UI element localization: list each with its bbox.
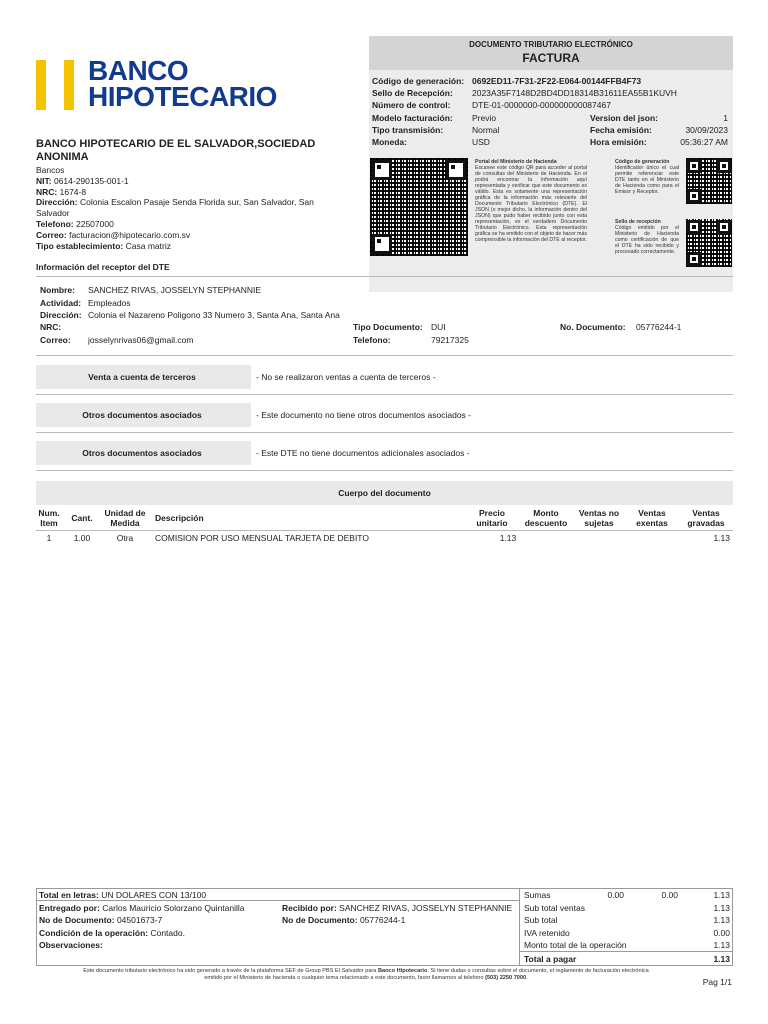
receptor-divider: [36, 276, 733, 277]
receptor-tipo-doc-label: Tipo Documento:: [353, 322, 423, 332]
qr-codigo-title: Código de generación: [615, 159, 670, 165]
qr-code-sello[interactable]: [686, 219, 732, 267]
sello-value: 2023A35F7148D2BD4DD18314B31611EA55B1KUVH: [472, 88, 677, 98]
totals-total-label: Total a pagar: [524, 954, 577, 964]
emitter-nit: NIT: 0614-290135-001-1: [36, 175, 129, 186]
cuerpo-title: Cuerpo del documento: [338, 488, 431, 498]
modelo-label: Modelo facturación:: [372, 113, 453, 123]
moneda-value: USD: [472, 137, 490, 147]
totals-sumas-a: 0.00: [607, 890, 624, 900]
receptor-actividad: Empleados: [88, 298, 131, 308]
receptor-tipo-doc: DUI: [431, 322, 446, 332]
col-desc-header: Descripción: [155, 513, 204, 523]
col-precio-header: Precio unitario: [476, 508, 508, 528]
logo-bar-right: [64, 60, 74, 110]
section-divider-1: [36, 355, 733, 356]
entregado-no-doc: No de Documento: 04501673-7: [39, 915, 163, 925]
qr-codigo-text: Identificador único el cual permite referenciar este DTE tanto en el Ministerio de Hacienda como para el Emisor y Receptor.: [615, 165, 679, 195]
entregado-por: Entregado por: Carlos Mauricio Solorzano Quintanilla: [39, 903, 245, 913]
transmision-value: Normal: [472, 125, 500, 135]
col-exentas-header: Ventas exentas: [636, 508, 668, 528]
totals-subtotal-value: 1.13: [713, 915, 730, 925]
control-label: Número de control:: [372, 100, 451, 110]
total-letras: Total en letras: UN DOLARES CON 13/100: [39, 890, 207, 900]
row-precio: 1.13: [499, 533, 517, 543]
row-unidad: Otra: [116, 533, 134, 543]
row-cant: 1.00: [73, 533, 91, 543]
transmision-label: Tipo transmisión:: [372, 125, 444, 135]
col-monto-header: Monto descuento: [524, 508, 568, 528]
footer-divider-total-letras: [36, 900, 520, 901]
totals-subtotal-ventas-value: 1.13: [713, 903, 730, 913]
totals-total-value: 1.13: [713, 954, 730, 964]
sello-label: Sello de Recepción:: [372, 88, 453, 98]
section-otros-docs-value: - Este documento no tiene otros documentos asociados -: [251, 403, 733, 427]
moneda-label: Moneda:: [372, 137, 407, 147]
condicion-operacion: Condición de la operación: Contado.: [39, 928, 185, 938]
qr-code-codigo[interactable]: [686, 158, 732, 204]
hora-label: Hora emisión:: [590, 137, 647, 147]
section-divider-2: [36, 394, 733, 395]
col-nosujetas-header: Ventas no sujetas: [578, 508, 620, 528]
hora-value: 05:36:27 AM: [680, 137, 728, 147]
emitter-address: Dirección: Colonia Escalon Pasaje Senda Florida sur, San Salvador, San Salvador: [36, 197, 314, 219]
receptor-telefono-label: Telefono:: [353, 335, 391, 345]
emitter-email: Correo: facturacion@hipotecario.com.sv: [36, 229, 191, 240]
section-divider-4: [36, 470, 733, 471]
section-otros-dte-value: - Este DTE no tiene documentos adicionales asociados -: [251, 441, 733, 465]
recibido-por: Recibido por: SANCHEZ RIVAS, JOSSELYN STEPHANNIE: [282, 903, 513, 913]
emitter-type: Tipo establecimiento: Casa matriz: [36, 240, 171, 251]
totals-iva-value: 0.00: [713, 928, 730, 938]
page-number: Pag 1/1: [702, 977, 732, 987]
totals-iva-label: IVA retenido: [524, 928, 570, 938]
modelo-value: Previo: [472, 113, 497, 123]
codigo-value: 0692ED11-7F31-2F22-E064-00144FFB4F73: [472, 76, 642, 86]
qr-sello-text: Código emitido por el Ministerio de Hacienda como certificación de que el DTE ha sido recibido y procesado correctamente.: [615, 225, 679, 255]
qr-portal-title: Portal del Ministerio de Hacienda: [475, 159, 557, 165]
totals-monto-label: Monto total de la operación: [524, 940, 627, 950]
emitter-nrc: NRC: 1674-8: [36, 186, 87, 197]
header-title: FACTURA: [522, 51, 580, 65]
header-subtitle: DOCUMENTO TRIBUTARIO ELECTRÓNICO: [469, 40, 633, 49]
totals-sumas-b: 0.00: [661, 890, 678, 900]
receptor-nombre-label: Nombre:: [40, 285, 75, 295]
fecha-label: Fecha emisión:: [590, 125, 652, 135]
col-unidad-header: Unidad de Medida: [104, 508, 146, 528]
codigo-label: Código de generación:: [372, 76, 465, 86]
observaciones-label: Observaciones:: [39, 940, 103, 950]
receptor-section-title: Información del receptor del DTE: [36, 262, 170, 272]
cuerpo-header-divider: [36, 530, 733, 531]
legal-notice: Este documento tributario electrónico ha sido generado a través de la plataforma SEF de Group PBS El Salvador para Banco Hipotecario. Si tiene dudas o consultas sobre el documento, el reglamento de facturación electrónica emitido por el Ministerio de hacienda o cualquier tema relacionado a este documento, favor llamarnos al telefono (503) 2250 7000.: [83, 968, 649, 981]
qr-sello-title: Sello de recepción: [615, 219, 661, 225]
version-value: 1: [723, 113, 728, 123]
receptor-direccion-label: Dirección:: [40, 310, 82, 320]
col-gravadas-header: Ventas gravadas: [687, 508, 725, 528]
totals-subtotal-ventas-label: Sub total ventas: [524, 903, 585, 913]
row-desc: COMISION POR USO MENSUAL TARJETA DE DEBITO: [155, 533, 369, 543]
receptor-telefono: 79217325: [431, 335, 469, 345]
section-otros-docs-label: Otros documentos asociados: [82, 410, 202, 420]
section-terceros-value: - No se realizaron ventas a cuenta de terceros -: [251, 365, 733, 389]
receptor-no-doc-label: No. Documento:: [560, 322, 626, 332]
receptor-actividad-label: Actividad:: [40, 298, 82, 308]
section-terceros-label: Venta a cuenta de terceros: [88, 372, 196, 382]
totals-sumas-label: Sumas: [524, 890, 551, 900]
receptor-direccion: Colonia el Nazareno Poligono 33 Numero 3, Santa Ana, Santa Ana: [88, 310, 340, 320]
col-item-header: Num. Item: [38, 508, 60, 528]
receptor-no-doc: 05776244-1: [636, 322, 682, 332]
section-otros-dte-label: Otros documentos asociados: [82, 448, 202, 458]
qr-portal-text: Escanee este código QR para acceder al portal de consultas del Ministerio de Hacienda. En el podrá encontrar la información aquí representada y verificar que este documento es válido. Esta es solamente una representación gráfica de la información más relevante del Documento Tributario Electrónico (DTE). El JSON (o mejor dicho, la información dentro del JSON) que pudo haber recibido junto con esta representación, es el verdadero Documento Tributario Electrónico. Esta representación gráfica se ha emitido con el objeto de hacer más comprensible la información del DTE al receptor.: [475, 165, 587, 243]
emitter-phone: Telefono: 22507000: [36, 218, 114, 229]
control-value: DTE-01-0000000-000000000087467: [472, 100, 611, 110]
totals-monto-value: 1.13: [713, 940, 730, 950]
col-cant-header: Cant.: [71, 513, 93, 523]
emitter-name: BANCO HIPOTECARIO DE EL SALVADOR,SOCIEDAD ANONIMA: [36, 138, 316, 163]
row-item: 1: [46, 533, 52, 543]
receptor-correo-label: Correo:: [40, 335, 71, 345]
logo-line-1: BANCO: [88, 55, 189, 86]
totals-total-divider: [520, 951, 733, 952]
section-divider-3: [36, 432, 733, 433]
qr-code-portal[interactable]: [370, 158, 468, 256]
totals-sumas-value: 1.13: [713, 890, 730, 900]
emitter-info: [36, 165, 336, 251]
logo-line-2: HIPOTECARIO: [88, 81, 277, 112]
fecha-value: 30/09/2023: [685, 125, 728, 135]
receptor-nrc-label: NRC:: [40, 322, 62, 332]
totals-subtotal-label: Sub total: [524, 915, 558, 925]
logo-bar-left: [36, 60, 46, 110]
version-label: Version del json:: [590, 113, 659, 123]
recibido-no-doc: No de Documento: 05776244-1: [282, 915, 406, 925]
row-gravadas: 1.13: [713, 533, 730, 543]
emitter-activity: Bancos: [36, 165, 65, 175]
receptor-correo: josselynrivas06@gmail.com: [88, 335, 194, 345]
receptor-nombre: SANCHEZ RIVAS, JOSSELYN STEPHANNIE: [88, 285, 262, 295]
